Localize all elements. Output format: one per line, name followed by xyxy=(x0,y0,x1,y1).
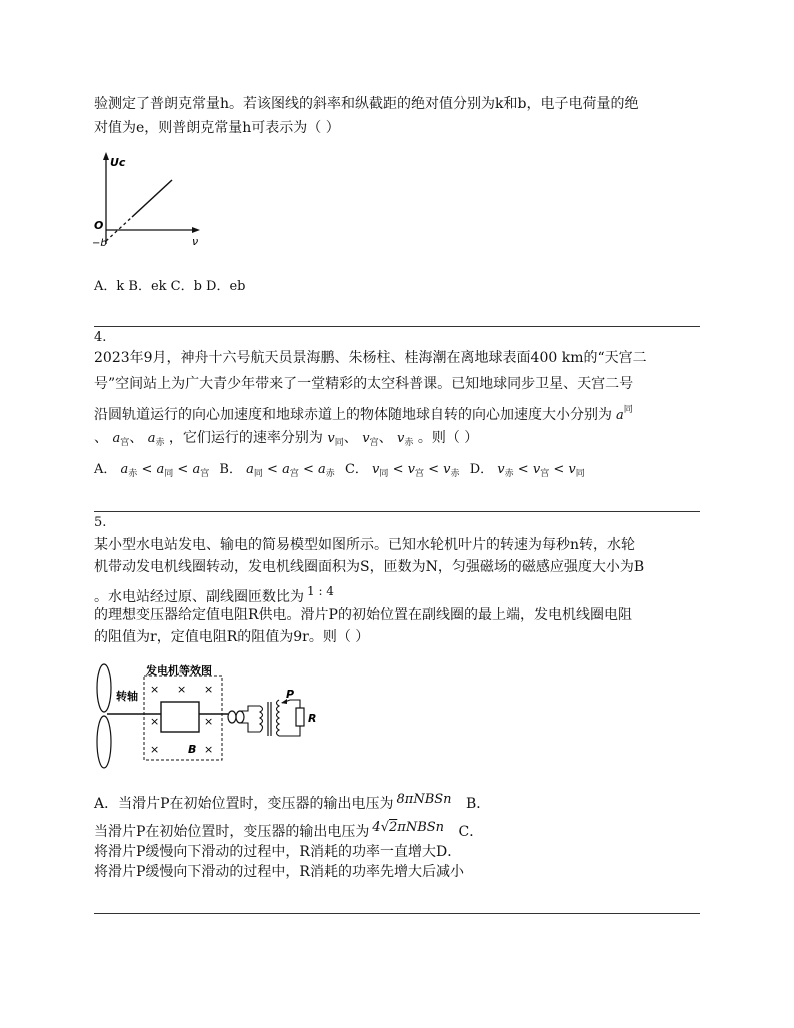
graph-line-dashed xyxy=(106,217,132,241)
resistor-label: R xyxy=(308,712,317,725)
generator-coil xyxy=(161,702,199,732)
q4-stem-line-2: 号”空间站上为广大青少年带来了一堂精彩的太空科普课。已知地球同步卫星、天宫二号 xyxy=(94,376,634,392)
graph-y-label: Uc xyxy=(110,156,126,169)
q3-stem-line-2: 对值为e，则普朗克常量h可表示为（ ） xyxy=(94,120,340,136)
q5-number: 5. xyxy=(94,515,107,530)
q4-option-c: C． xyxy=(344,462,368,477)
slider-p-label: P xyxy=(286,688,295,701)
field-cross: × xyxy=(204,683,214,696)
field-cross: × xyxy=(150,683,160,696)
primary-coil xyxy=(260,706,263,732)
generator-title: 发电机等效图 xyxy=(146,664,212,677)
resistor-r xyxy=(296,708,304,726)
graph-intercept-label: −b xyxy=(92,238,107,249)
axle-label: 转轴 xyxy=(116,690,138,703)
q5-stem-line-5: 的阻值为r，定值电阻R的阻值为9r。则（ ） xyxy=(94,629,370,645)
q4-option-d: D． xyxy=(469,462,494,477)
field-cross: × xyxy=(177,683,187,696)
q4-option-a: A． xyxy=(94,462,117,477)
field-cross: × xyxy=(150,743,160,756)
q5-stem-line-1: 某小型水电站发电、输电的简易模型如图所示。已知水轮机叶片的转速为每秒n转，水轮 xyxy=(94,537,636,553)
graph-origin-label: O xyxy=(94,219,104,232)
q4-stem-line-1: 2023年9月，神舟十六号航天员景海鹏、朱杨柱、桂海潮在离地球表面400 km的“天宫二 xyxy=(94,350,647,366)
q4-options: A． $a_赤 < a_同 < a_宫$ B． $a_同 < a_宫 < a_赤$ C． $v_同 < v_宫 < v_赤$ D． $v_赤 < v_宫 < v_同$ xyxy=(94,462,585,479)
graph-x-label: ν xyxy=(192,235,199,248)
divider-3 xyxy=(94,913,700,914)
q5-generator-figure xyxy=(94,662,334,772)
divider-2 xyxy=(94,511,700,512)
graph-line-solid xyxy=(132,180,172,217)
q4-stem-line-3: 沿圆轨道运行的向心加速度和地球赤道上的物体随地球自转的向心加速度大小分别为 $a^同$ xyxy=(94,405,633,423)
q5-stem-line-2: 机带动发电机线圈转动，发电机线圈面积为S，匝数为N，匀强磁场的磁感应强度大小为B xyxy=(94,559,645,575)
q5-option-d-line: 将滑片P缓慢向下滑动的过程中，R消耗的功率先增大后减小 xyxy=(94,864,464,880)
divider-1 xyxy=(94,326,700,327)
field-cross: × xyxy=(150,715,160,728)
q3-stem-line-1: 验测定了普朗克常量h。若该图线的斜率和纵截距的绝对值分别为k和b，电子电荷量的绝 xyxy=(94,96,639,112)
graph-x-arrow xyxy=(192,227,200,233)
slip-ring xyxy=(228,711,236,723)
q5-option-a-line: A．当滑片P在初始位置时，变压器的输出电压为 8πNBSn B． xyxy=(94,792,491,812)
q5-option-c-line: 将滑片P缓慢向下滑动的过程中，R消耗的功率一直增大D． xyxy=(94,844,462,860)
q3-uc-nu-graph xyxy=(92,150,204,250)
turbine-blade-bottom xyxy=(97,716,111,768)
q4-stem-line-4: 、 $a_宫$、 $a_赤$ ，它们运行的速率分别为 $v_同$、 $v_宫$、 $v_赤$ 。则（ ） xyxy=(94,430,479,448)
field-cross: × xyxy=(204,715,214,728)
q5-stem-line-3: 。水电站经过原、副线圈匝数比为 1 : 4 xyxy=(94,584,334,605)
q5-stem-line-4: 的理想变压器给定值电阻R供电。滑片P的初始位置在副线圈的最上端，发电机线圈电阻 xyxy=(94,607,632,623)
q4-option-b: B． xyxy=(219,462,242,477)
secondary-coil xyxy=(277,700,280,736)
graph-y-arrow xyxy=(103,152,109,160)
q3-options: A．k B．ek C．b D．eb xyxy=(94,279,246,294)
b-field-label: B xyxy=(188,743,197,756)
q4-number: 4. xyxy=(94,330,107,345)
slip-ring xyxy=(236,711,244,723)
q5-option-b-line: 当滑片P在初始位置时，变压器的输出电压为 4√2πNBSn C． xyxy=(94,820,484,840)
turbine-blade-top xyxy=(97,664,111,712)
field-cross: × xyxy=(204,743,214,756)
